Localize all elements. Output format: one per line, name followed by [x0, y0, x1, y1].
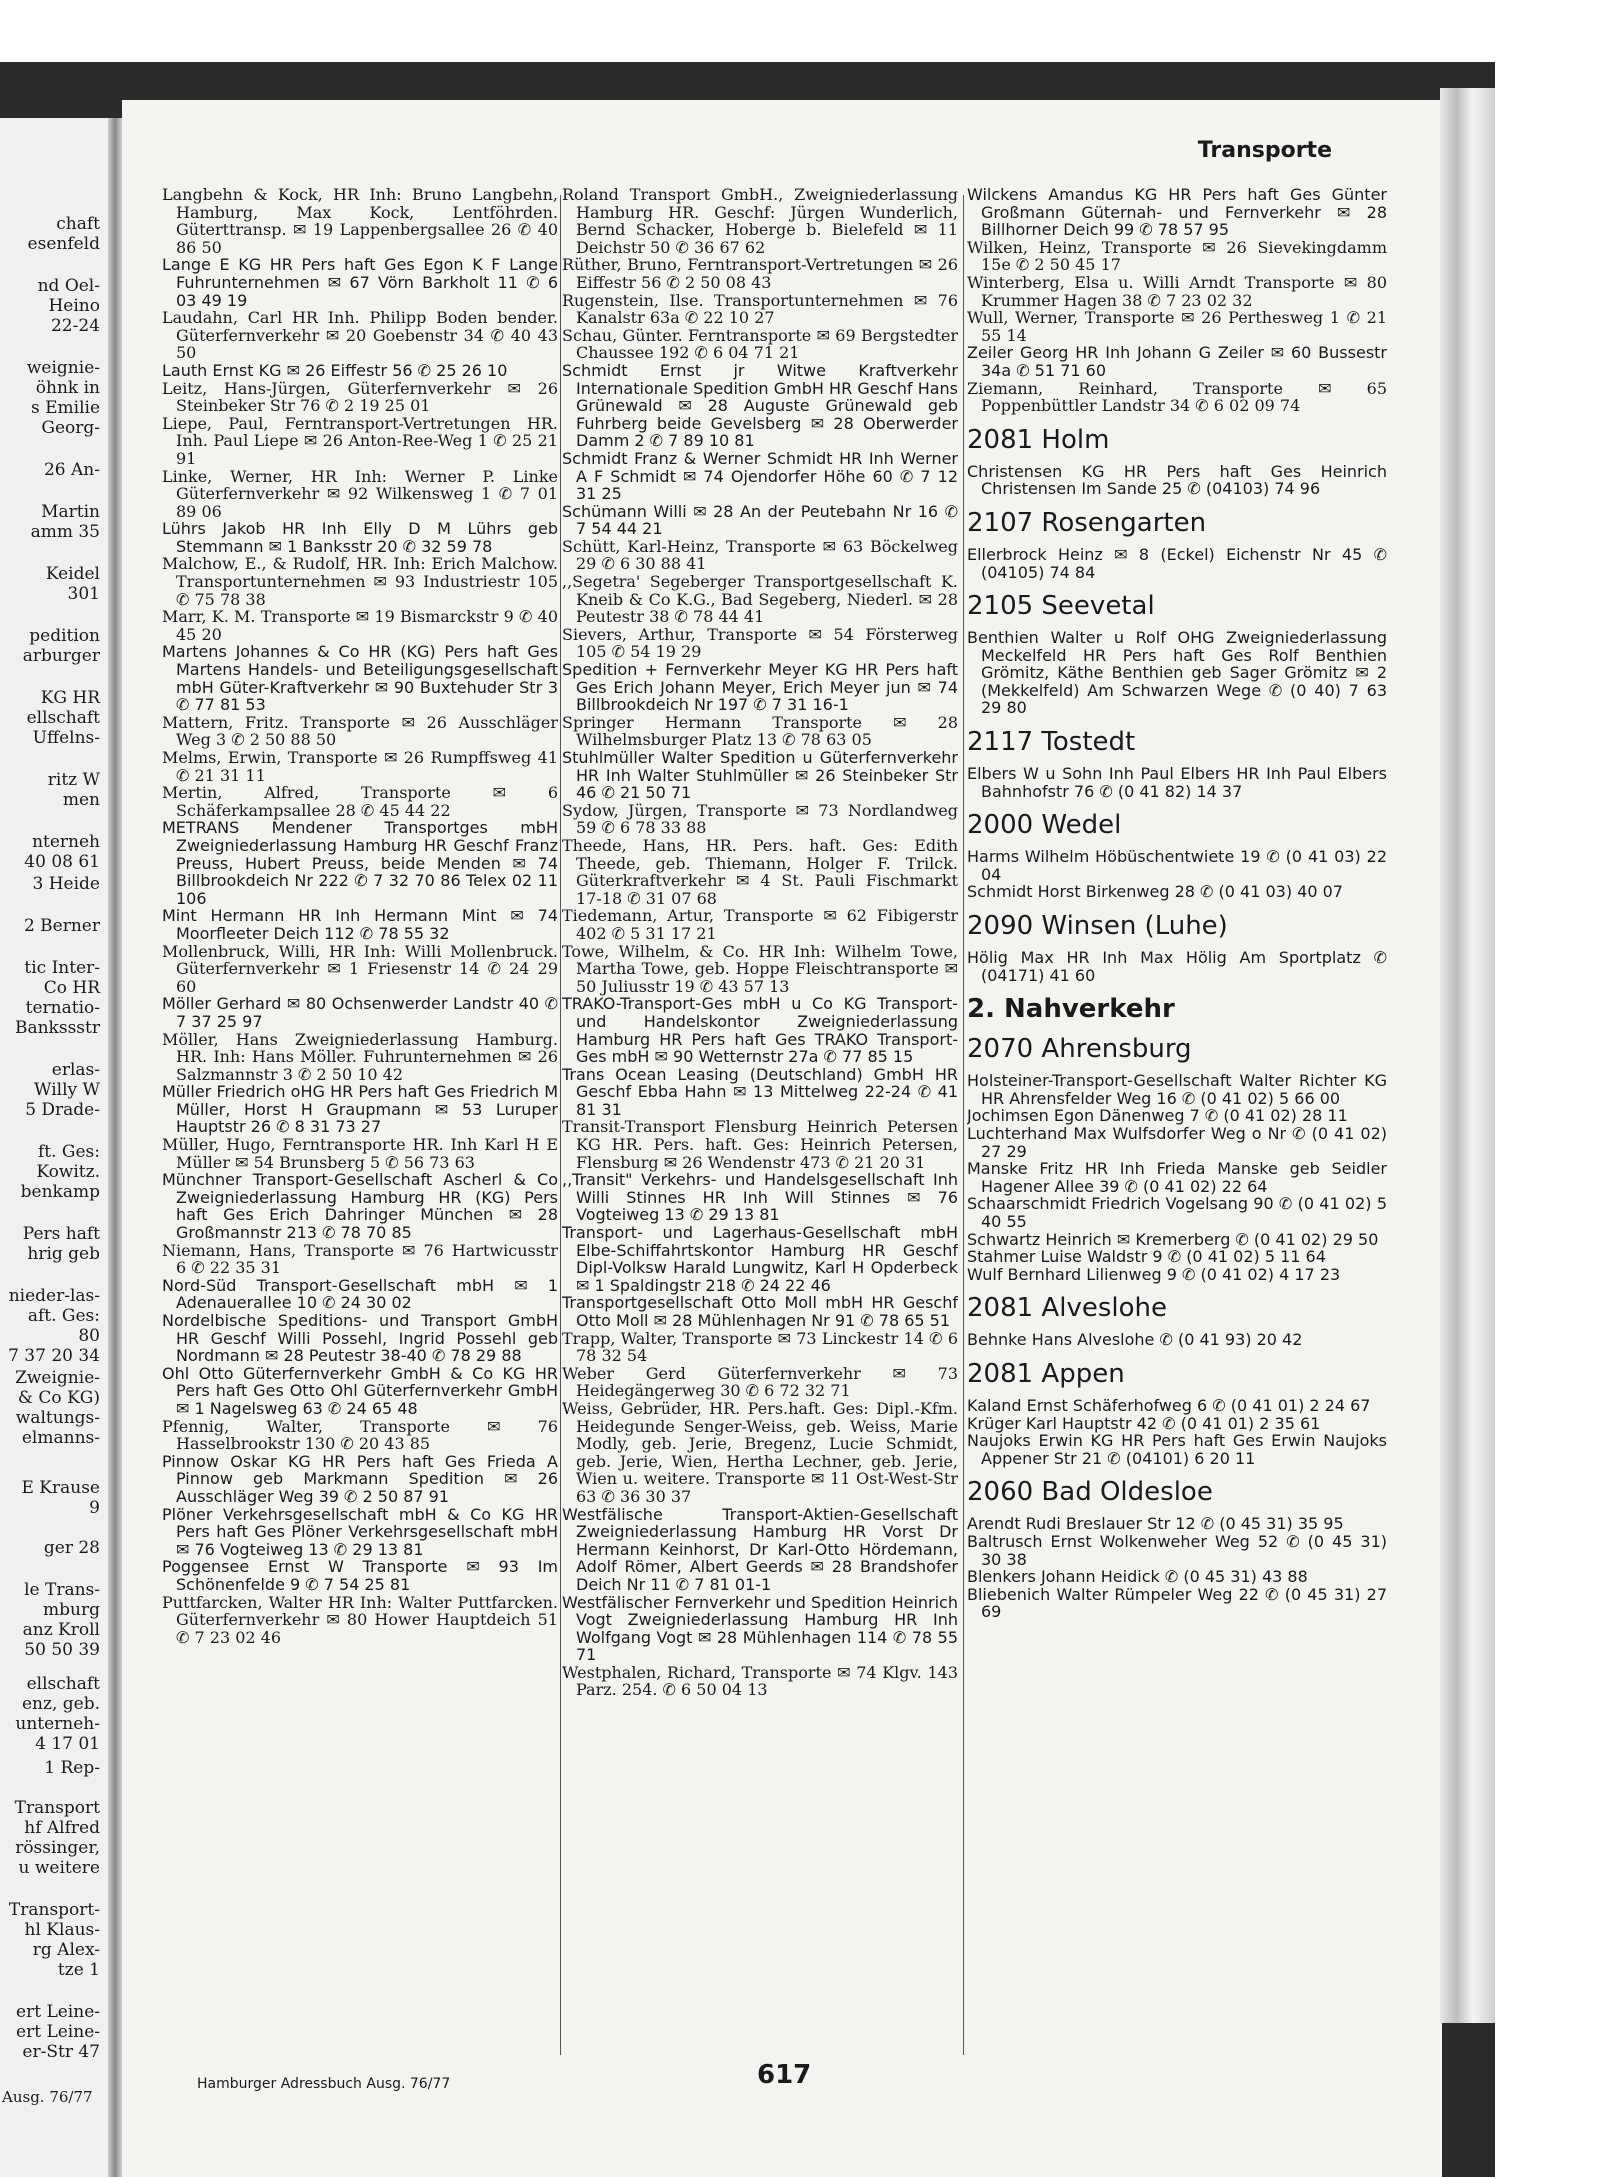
directory-entry: Schmidt Ernst jr Witwe Kraftverkehr Internationale Spedition GmbH HR Geschf Hans Grünewald ✉ 28 Auguste Grünewald geb Fuhrberg beide Gevelsberg ✉ 28 Oberwerder Damm 2 ✆ 7 89 10 81	[562, 360, 958, 451]
left-page-fragment: nd Oel-	[37, 276, 100, 296]
directory-entry: Luchterhand Max Wulfsdorfer Weg o Nr ✆ (0 41 02) 27 29	[967, 1124, 1387, 1161]
book-gutter	[108, 118, 122, 2177]
place-heading: 2081 Alveslohe	[967, 1293, 1167, 1324]
left-page-fragment: waltungs-	[15, 1408, 100, 1428]
directory-entry: Pfennig, Walter, Transporte ✉ 76 Hasselbrookstr 130 ✆ 20 43 85	[162, 1416, 558, 1454]
directory-entry: Müller Friedrich oHG HR Pers haft Ges Friedrich M Müller, Horst H Graupmann ✉ 53 Luruper Hauptstr 26 ✆ 8 31 73 27	[162, 1082, 558, 1137]
left-page-fragment: ellschaft	[26, 1674, 100, 1694]
publication-footer: Hamburger Adressbuch Ausg. 76/77	[197, 2076, 451, 2092]
left-page-fragment: Willy W	[34, 1080, 100, 1100]
left-page-fragment: Co HR	[43, 978, 100, 998]
left-page-fragment: le Trans-	[24, 1580, 100, 1600]
page-number: 617	[757, 2060, 812, 2090]
left-page-fragment: elmanns-	[21, 1428, 100, 1448]
directory-entry: Transit-Transport Flensburg Heinrich Petersen KG HR. Pers. haft. Ges: Heinrich Petersen, Flensburg ✉ 26 Wendenstr 473 ✆ 21 20 31	[562, 1117, 958, 1172]
directory-entry: Nordelbische Speditions- und Transport GmbH HR Geschf Willi Possehl, Ingrid Possehl geb Nordmann ✉ 28 Peutestr 38-40 ✆ 78 29 88	[162, 1311, 558, 1366]
directory-entry: Baltrusch Ernst Wolkenweher Weg 52 ✆ (0 45 31) 30 38	[967, 1531, 1387, 1569]
running-head: Transporte	[1197, 138, 1332, 163]
left-page-fragment: 40 08 61	[24, 852, 100, 872]
directory-entry: Niemann, Hans, Transporte ✉ 76 Hartwicusstr 6 ✆ 22 35 31	[162, 1240, 558, 1278]
directory-entry: Arendt Rudi Breslauer Str 12 ✆ (0 45 31) 35 95	[967, 1514, 1344, 1534]
left-page-fragment: enz, geb.	[21, 1694, 100, 1714]
directory-entry: Sydow, Jürgen, Transporte ✉ 73 Nordlandweg 59 ✆ 6 78 33 88	[562, 800, 958, 838]
left-page-fragment: rg Alex-	[32, 1940, 100, 1960]
directory-entry: Stuhlmüller Walter Spedition u Güterfernverkehr HR Inh Walter Stuhlmüller ✉ 26 Steinbeker Str 46 ✆ 21 50 71	[562, 748, 958, 803]
directory-entry: Melms, Erwin, Transporte ✉ 26 Rumpffsweg 41 ✆ 21 31 11	[162, 748, 558, 785]
left-page-fragment: E Krause	[21, 1478, 100, 1498]
left-page-fragment: Georg-	[41, 418, 100, 438]
left-page-fragment: ert Leine-	[16, 2002, 100, 2022]
left-page-fragment: ritz W	[47, 770, 100, 790]
directory-entry: Schümann Willi ✉ 28 An der Peutebahn Nr 16 ✆ 7 54 44 21	[562, 501, 958, 539]
directory-entry: Sievers, Arthur, Transporte ✉ 54 Försterweg 105 ✆ 54 19 29	[562, 624, 958, 662]
left-page-fragment: 1 Rep-	[44, 1758, 100, 1778]
left-page-fragment: Transport	[14, 1798, 100, 1818]
place-heading: 2090 Winsen (Luhe)	[967, 911, 1228, 942]
directory-entry: Transport- und Lagerhaus-Gesellschaft mbH Elbe-Schiffahrtskontor Hamburg HR Geschf Dipl-Volksw Harald Lungwitz, Karl H Opderbeck ✉ 1 Spaldingstr 218 ✆ 24 22 46	[562, 1223, 958, 1295]
directory-entry: Schwartz Heinrich ✉ Kremerberg ✆ (0 41 02) 29 50	[967, 1229, 1379, 1249]
directory-entry: Stahmer Luise Waldstr 9 ✆ (0 41 02) 5 11 64	[967, 1247, 1326, 1267]
left-page-fragment: & Co KG)	[17, 1388, 100, 1408]
directory-entry: Wilckens Amandus KG HR Pers haft Ges Günter Großmann Güternah- und Fernverkehr ✉ 28 Billhorner Deich 99 ✆ 78 57 95	[967, 186, 1387, 240]
directory-entry: Westfälischer Fernverkehr und Spedition Heinrich Vogt Zweigniederlassung Hamburg HR Inh Wolfgang Vogt ✉ 28 Mühlenhagen 114 ✆ 78 55 71	[562, 1592, 958, 1665]
left-page-fragment: anz Kroll	[22, 1620, 100, 1640]
left-page-fragment: Keidel	[45, 564, 100, 584]
left-page-fragment: ellschaft	[26, 708, 100, 728]
left-page-fragment: Martin	[41, 502, 100, 522]
directory-entry: Möller, Hans Zweigniederlassung Hamburg. HR. Inh: Hans Möller. Fuhrunternehmen ✉ 26 Salzmannstr 3 ✆ 2 50 10 42	[162, 1029, 558, 1084]
directory-entry: Kaland Ernst Schäferhofweg 6 ✆ (0 41 01) 2 24 67	[967, 1395, 1371, 1415]
directory-entry: Poggensee Ernst W Transporte ✉ 93 Im Schönenfelde 9 ✆ 7 54 25 81	[162, 1557, 558, 1594]
left-page-fragment: u weitere	[18, 1858, 100, 1878]
directory-entry: Westfälische Transport-Aktien-Gesellschaft Zweigniederlassung Hamburg HR Vorst Dr Hermann Keinhorst, Dr Karl-Otto Hördemann, Adolf Römer, Albert Geerds ✉ 28 Brandshofer Deich Nr 11 ✆ 7 81 01-1	[562, 1504, 958, 1594]
directory-entry: Schütt, Karl-Heinz, Transporte ✉ 63 Böckelweg 29 ✆ 6 30 88 41	[562, 536, 958, 574]
directory-entry: Linke, Werner, HR Inh: Werner P. Linke Güterfernverkehr ✉ 92 Wilkensweg 1 ✆ 7 01 89 06	[162, 466, 558, 521]
directory-entry: Schmidt Franz & Werner Schmidt HR Inh Werner A F Schmidt ✉ 74 Ojendorfer Höhe 60 ✆ 7 12 31 25	[562, 448, 958, 504]
left-page-fragment: nieder-las-	[8, 1286, 100, 1306]
left-page-fragment: Bankssstr	[14, 1018, 100, 1038]
directory-entry: Zeiler Georg HR Inh Johann G Zeiler ✉ 60 Bussestr 34a ✆ 51 71 60	[967, 343, 1387, 380]
place-heading: 2117 Tostedt	[967, 727, 1136, 758]
left-page-fragment: chaft	[56, 214, 100, 234]
left-page-fragment: Zweignie-	[15, 1368, 100, 1388]
left-page-fragment: mburg	[43, 1600, 100, 1620]
place-heading: 2107 Rosengarten	[967, 507, 1207, 538]
directory-entry: Ellerbrock Heinz ✉ 8 (Eckel) Eichenstr Nr 45 ✆ (04105) 74 84	[967, 544, 1387, 582]
column-divider	[560, 195, 561, 2055]
left-page-fragment: 301	[67, 584, 100, 604]
section-heading: 2. Nahverkehr	[967, 994, 1175, 1025]
left-page-fragment: pedition	[29, 626, 100, 646]
left-page-fragment: tic Inter-	[24, 958, 100, 978]
directory-entry: ,,Segetra' Segeberger Transportgesellschaft K. Kneib & Co K.G., Bad Segeberg, Niederl. ✉ 28 Peutestr 38 ✆ 78 44 41	[562, 572, 958, 627]
directory-entry: Theede, Hans, HR. Pers. haft. Ges: Edith Theede, geb. Thiemann, Holger F. Trilck. Güterkraftverkehr ✉ 4 St. Pauli Fischmarkt 17-18 ✆ 31 07 68	[562, 835, 958, 908]
column-1	[162, 186, 558, 2066]
directory-entry: Schau, Günter. Ferntransporte ✉ 69 Bergstedter Chaussee 192 ✆ 6 04 71 21	[562, 325, 958, 363]
directory-entry: Springer Hermann Transporte ✉ 28 Wilhelmsburger Platz 13 ✆ 78 63 05	[562, 712, 958, 750]
place-heading: 2070 Ahrensburg	[967, 1034, 1192, 1065]
directory-entry: Leitz, Hans-Jürgen, Güterfernverkehr ✉ 26 Steinbeker Str 76 ✆ 2 19 25 01	[162, 378, 558, 416]
column-3	[967, 186, 1387, 2066]
place-heading: 2060 Bad Oldesloe	[967, 1477, 1213, 1508]
directory-entry: Rugenstein, Ilse. Transportunternehmen ✉ 76 Kanalstr 63a ✆ 22 10 27	[562, 290, 958, 328]
directory-entry: Malchow, E., & Rudolf, HR. Inh: Erich Malchow. Transportunternehmen ✉ 93 Industriestr 105 ✆ 75 78 38	[162, 554, 558, 609]
directory-entry: Nord-Süd Transport-Gesellschaft mbH ✉ 1 Adenauerallee 10 ✆ 24 30 02	[162, 1275, 558, 1313]
directory-entry: Krüger Karl Hauptstr 42 ✆ (0 41 01) 2 35 61	[967, 1413, 1321, 1433]
directory-entry: Hölig Max HR Inh Max Hölig Am Sportplatz ✆ (04171) 41 60	[967, 948, 1387, 985]
directory-entry: Bliebenich Walter Rümpeler Weg 22 ✆ (0 45 31) 27 69	[967, 1584, 1387, 1622]
left-page-fragment: erlas-	[51, 1060, 100, 1080]
directory-entry: Blenkers Johann Heidick ✆ (0 45 31) 43 88	[967, 1567, 1308, 1587]
directory-entry: Mint Hermann HR Inh Hermann Mint ✉ 74 Moorfleeter Deich 112 ✆ 78 55 32	[162, 906, 558, 943]
directory-entry: Münchner Transport-Gesellschaft Ascherl & Co Zweigniederlassung Hamburg HR (KG) Pers haft Ges Erich Dahringer München ✉ 28 Großmannstr 213 ✆ 78 70 85	[162, 1170, 558, 1243]
left-page-fragment: hl Klaus-	[24, 1920, 100, 1940]
directory-entry: Ziemann, Reinhard, Transporte ✉ 65 Poppenbüttler Landstr 34 ✆ 6 02 09 74	[967, 378, 1387, 416]
directory-entry: TRAKO-Transport-Ges mbH u Co KG Transport- und Handelskontor Zweigniederlassung Hamburg HR Pers haft Ges TRAKO Transport-Ges mbH ✉ 90 Wetternstr 27a ✆ 77 85 15	[562, 994, 958, 1067]
left-page-fragment: s Emilie	[30, 398, 100, 418]
left-page-fragment: rössinger,	[15, 1838, 100, 1858]
directory-entry: Wull, Werner, Transporte ✉ 26 Perthesweg 1 ✆ 21 55 14	[967, 308, 1387, 345]
left-page-fragment: weignie-	[26, 358, 100, 378]
left-page-fragment: KG HR	[40, 688, 100, 708]
page-edge-shadow	[1440, 88, 1495, 2023]
left-page-fragment: Uffelns-	[32, 728, 100, 748]
directory-entry: ,,Transit" Verkehrs- und Handelsgesellschaft Inh Willi Stinnes HR Inh Will Stinnes ✉ 76 Vogteiweg 13 ✆ 29 13 81	[562, 1170, 958, 1225]
directory-entry: Westphalen, Richard, Transporte ✉ 74 Klgv. 143 Parz. 254. ✆ 6 50 04 13	[562, 1662, 958, 1700]
directory-entry: Elbers W u Sohn Inh Paul Elbers HR Inh Paul Elbers Bahnhofstr 76 ✆ (0 41 82) 14 37	[967, 764, 1387, 801]
left-page-fragment: Heino	[48, 296, 100, 316]
directory-entry: Tiedemann, Artur, Transporte ✉ 62 Fibigerstr 402 ✆ 5 31 17 21	[562, 906, 958, 943]
left-page-fragment: benkamp	[20, 1182, 100, 1202]
directory-entry: Holsteiner-Transport-Gesellschaft Walter Richter KG HR Ahrensfelder Weg 16 ✆ (0 41 02) 5 66 00	[967, 1071, 1387, 1108]
directory-entry: Harms Wilhelm Höbüschentwiete 19 ✆ (0 41 03) 22 04	[967, 847, 1387, 884]
directory-entry: Rüther, Bruno, Ferntransport-Vertretungen ✉ 26 Eiffestr 56 ✆ 2 50 08 43	[562, 255, 958, 292]
left-page-fragment: hf Alfred	[24, 1818, 100, 1838]
directory-entry: METRANS Mendener Transportges mbH Zweigniederlassung Hamburg HR Geschf Franz Preuss, Hubert Preuss, beide Menden ✉ 74 Billbrookdeich Nr 222 ✆ 7 32 70 86 Telex 02 11 106	[162, 818, 558, 908]
directory-entry: Towe, Wilhelm, & Co. HR Inh: Wilhelm Towe, Martha Towe, geb. Hoppe Fleischtransporte ✉ 50 Juliusstr 19 ✆ 43 57 13	[562, 941, 958, 996]
directory-entry: Naujoks Erwin KG HR Pers haft Ges Erwin Naujoks Appener Str 21 ✆ (04101) 6 20 11	[967, 1431, 1387, 1468]
directory-entry: Marr, K. M. Transporte ✉ 19 Bismarckstr 9 ✆ 40 45 20	[162, 607, 558, 644]
left-page-fragment: 80	[78, 1326, 100, 1346]
left-page-fragment: arburger	[22, 646, 100, 666]
directory-entry: Martens Johannes & Co HR (KG) Pers haft Ges Martens Handels- und Beteiligungsgesellschaft mbH Güter-Kraftverkehr ✉ 90 Buxtehuder Str 3 ✆ 77 81 53	[162, 642, 558, 715]
left-page-fragment: nterneh	[32, 832, 100, 852]
left-page-fragment: 2 Berner	[23, 916, 100, 936]
directory-entry: Mattern, Fritz. Transporte ✉ 26 Ausschläger Weg 3 ✆ 2 50 88 50	[162, 712, 558, 750]
left-page-fragment: 3 Heide	[32, 874, 100, 894]
directory-entry: Schmidt Horst Birkenweg 28 ✆ (0 41 03) 40 07	[967, 882, 1343, 902]
left-page-fragment: unterneh-	[15, 1714, 100, 1734]
left-page-fragment: aft. Ges:	[27, 1306, 100, 1326]
left-page-fragment: 5 Drade-	[25, 1100, 100, 1120]
left-page-fragment: Pers haft	[22, 1224, 100, 1244]
left-page-fragment: ert Leine-	[16, 2022, 100, 2042]
directory-entry: Transportgesellschaft Otto Moll mbH HR Geschf Otto Moll ✉ 28 Mühlenhagen Nr 91 ✆ 78 65 51	[562, 1293, 958, 1330]
left-page-edge	[0, 118, 108, 2177]
directory-entry: Mollenbruck, Willi, HR Inh: Willi Mollenbruck. Güterfernverkehr ✉ 1 Friesenstr 14 ✆ 24 29 60	[162, 941, 558, 996]
directory-entry: Pinnow Oskar KG HR Pers haft Ges Frieda A Pinnow geb Markmann Spedition ✉ 26 Ausschläger Weg 39 ✆ 2 50 87 91	[162, 1451, 558, 1506]
place-heading: 2081 Holm	[967, 424, 1110, 455]
left-page-fragment: 22-24	[50, 316, 100, 336]
place-heading: 2000 Wedel	[967, 810, 1122, 841]
directory-entry: Liepe, Paul, Ferntransport-Vertretungen HR. Inh. Paul Liepe ✉ 26 Anton-Ree-Weg 1 ✆ 25 21 91	[162, 413, 558, 468]
directory-entry: Benthien Walter u Rolf OHG Zweigniederlassung Meckelfeld HR Pers haft Ges Rolf Benthien Grömitz, Käthe Benthien geb Sager Grömitz ✉ 2 (Mekkelfeld) Am Schwarzen Wege ✆ (0 40) 7 63 29 80	[967, 628, 1387, 718]
directory-entry: Manske Fritz HR Inh Frieda Manske geb Seidler Hagener Allee 39 ✆ (0 41 02) 22 64	[967, 1159, 1387, 1196]
left-page-fragment: hrig geb	[27, 1244, 100, 1264]
column-2	[562, 186, 958, 2066]
left-page-fragment: 9	[89, 1498, 100, 1518]
directory-entry: Winterberg, Elsa u. Willi Arndt Transporte ✉ 80 Krummer Hagen 38 ✆ 7 23 02 32	[967, 272, 1387, 310]
directory-entry: Schaarschmidt Friedrich Vogelsang 90 ✆ (0 41 02) 5 40 55	[967, 1194, 1387, 1231]
left-page-fragment: 26 An-	[43, 460, 100, 480]
left-page-fragment: ft. Ges:	[37, 1142, 100, 1162]
directory-entry: Roland Transport GmbH., Zweigniederlassung Hamburg HR. Geschf: Jürgen Wunderlich, Bernd Schacker, Hoberge b. Bielefeld ✉ 11 Deichstr 50 ✆ 36 67 62	[562, 186, 958, 257]
left-page-fragment: Transport-	[8, 1900, 100, 1920]
place-heading: 2081 Appen	[967, 1358, 1125, 1389]
directory-page	[122, 100, 1442, 2177]
directory-entry: Trans Ocean Leasing (Deutschland) GmbH HR Geschf Ebba Hahn ✉ 13 Mittelweg 22-24 ✆ 41 81 31	[562, 1064, 958, 1119]
directory-entry: Müller, Hugo, Ferntransporte HR. Inh Karl H E Müller ✉ 54 Brunsberg 5 ✆ 56 73 63	[162, 1135, 558, 1172]
directory-entry: Laudahn, Carl HR Inh. Philipp Boden bender. Güterfernverkehr ✉ 20 Goebenstr 34 ✆ 40 43 50	[162, 308, 558, 363]
directory-entry: Plöner Verkehrsgesellschaft mbH & Co KG HR Pers haft Ges Plöner Verkehrsgesellschaft mbH ✉ 76 Vogteiweg 13 ✆ 29 13 81	[162, 1504, 558, 1559]
left-page-footer: Ausg. 76/77	[2, 2088, 93, 2106]
left-page-fragment: esenfeld	[27, 234, 100, 254]
directory-entry: Lange E KG HR Pers haft Ges Egon K F Lange Fuhrunternehmen ✉ 67 Vörn Barkholt 11 ✆ 6 03 49 19	[162, 255, 558, 310]
directory-entry: Spedition + Fernverkehr Meyer KG HR Pers haft Ges Erich Johann Meyer, Erich Meyer jun ✉ 74 Billbrookdeich Nr 197 ✆ 7 31 16-1	[562, 660, 958, 715]
left-page-fragment: amm 35	[30, 522, 100, 542]
directory-entry: Trapp, Walter, Transporte ✉ 73 Linckestr 14 ✆ 6 78 32 54	[562, 1328, 958, 1366]
left-page-fragment: Kowitz.	[36, 1162, 100, 1182]
directory-entry: Wulf Bernhard Lilienweg 9 ✆ (0 41 02) 4 17 23	[967, 1264, 1341, 1284]
directory-entry: Langbehn & Kock, HR Inh: Bruno Langbehn, Hamburg, Max Kock, Lentföhrden. Güterttransp. ✉ 19 Lappenbergsallee 26 ✆ 40 86 50	[162, 186, 558, 257]
directory-entry: Möller Gerhard ✉ 80 Ochsenwerder Landstr 40 ✆ 7 37 25 97	[162, 994, 558, 1031]
left-page-fragment: 4 17 01	[35, 1734, 100, 1754]
directory-entry: Lührs Jakob HR Inh Elly D M Lührs geb Stemmann ✉ 1 Banksstr 20 ✆ 32 59 78	[162, 519, 558, 556]
left-page-fragment: men	[62, 790, 100, 810]
directory-entry: Weiss, Gebrüder, HR. Pers.haft. Ges: Dipl.-Kfm. Heidegunde Senger-Weiss, geb. Weiss, Marie Modly, geb. Jerie, Bregenz, Lucie Schmidt, geb. Jerie, Wien, Hertha Lechner, geb. Jerie, Wien u. weitere. Transporte ✉ 11 Ost-West-Str 63 ✆ 36 30 37	[562, 1398, 958, 1506]
left-page-fragment: ternatio-	[25, 998, 100, 1018]
directory-entry: Wilken, Heinz, Transporte ✉ 26 Sievekingdamm 15e ✆ 2 50 45 17	[967, 237, 1387, 275]
directory-entry: Weber Gerd Güterfernverkehr ✉ 73 Heidegängerweg 30 ✆ 6 72 32 71	[562, 1363, 958, 1401]
left-page-fragment: er-Str 47	[22, 2042, 100, 2062]
left-page-fragment: tze 1	[57, 1960, 100, 1980]
left-page-fragment: 50 50 39	[24, 1640, 100, 1660]
directory-entry: Lauth Ernst KG ✉ 26 Eiffestr 56 ✆ 25 26 10	[162, 360, 508, 380]
directory-entry: Behnke Hans Alveslohe ✆ (0 41 93) 20 42	[967, 1330, 1303, 1350]
directory-entry: Mertin, Alfred, Transporte ✉ 6 Schäferkampsallee 28 ✆ 45 44 22	[162, 783, 558, 820]
left-page-fragment: ger 28	[43, 1538, 100, 1558]
directory-entry: Jochimsen Egon Dänenweg 7 ✆ (0 41 02) 28 11	[967, 1106, 1348, 1126]
directory-entry: Christensen KG HR Pers haft Ges Heinrich Christensen Im Sande 25 ✆ (04103) 74 96	[967, 461, 1387, 499]
directory-entry: Puttfarcken, Walter HR Inh: Walter Puttfarcken. Güterfernverkehr ✉ 80 Hower Hauptdeich 51 ✆ 7 23 02 46	[162, 1592, 558, 1647]
directory-entry: Ohl Otto Güterfernverkehr GmbH & Co KG HR Pers haft Ges Otto Ohl Güterfernverkehr GmbH ✉ 1 Nagelsweg 63 ✆ 24 65 48	[162, 1363, 558, 1418]
column-divider	[963, 195, 964, 2055]
place-heading: 2105 Seevetal	[967, 591, 1155, 622]
left-page-fragment: 7 37 20 34	[8, 1346, 100, 1366]
left-page-fragment: öhnk in	[35, 378, 100, 398]
